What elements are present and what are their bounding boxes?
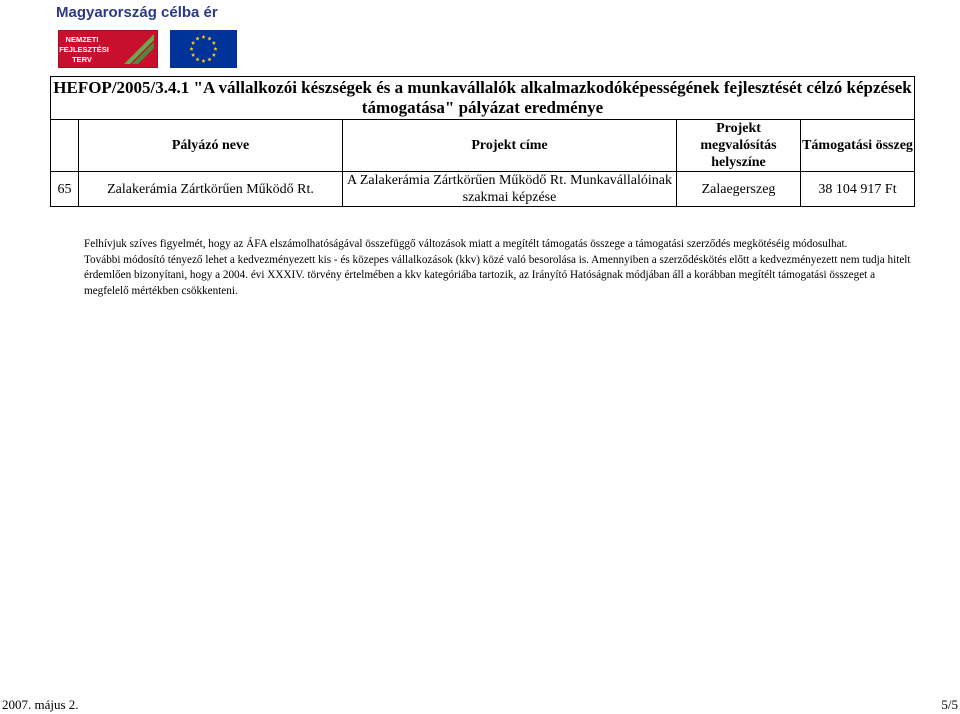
- svg-text:FEJLESZTÉSI: FEJLESZTÉSI: [59, 45, 109, 54]
- cell-num: 65: [51, 172, 79, 207]
- cell-location: Zalaegerszeg: [677, 172, 801, 207]
- eu-flag-icon: [170, 30, 237, 68]
- col-header-num: [51, 120, 79, 172]
- table-title-line1: HEFOP/2005/3.4.1 "A vállalkozói készségek és a munkavállalók alkalmazkodóképességének fejlesztését célzó képzések: [53, 78, 912, 97]
- col-header-amount: Támogatási összeg: [801, 120, 915, 172]
- header-logo: [56, 0, 256, 70]
- notice: [84, 237, 914, 299]
- table-title-line2: támogatása" pályázat eredménye: [361, 98, 604, 117]
- notice-paragraph-2: További módosító tényező lehet a kedvezményezett kis - és közepes vállalkozások (kkv) közé való besorolása is. Amennyiben a szerződéskötés előtt a kedvezményezett nem tudja hitelt érdemlően bizonyítani, hogy a 2004. évi XXXIV. törvény értelmében a kkv kategóriába tartozik, az Irányító Hatóságnak módjában áll a korábban megítélt támogatási összeget a megfelelő mértékben csökkenteni.: [84, 253, 911, 297]
- table-header-row: [51, 120, 915, 172]
- svg-text:NEMZETI: NEMZETI: [65, 35, 99, 44]
- footer-page-number: 5/5: [941, 697, 958, 712]
- svg-text:TERV: TERV: [72, 55, 92, 64]
- table-row: [51, 172, 915, 207]
- col-header-location: Projekt megvalósítás helyszíne: [677, 120, 801, 172]
- cell-amount: 38 104 917 Ft: [801, 172, 915, 207]
- notice-paragraph-1: Felhívjuk szíves figyelmét, hogy az ÁFA elszámolhatóságával összefüggő változások miatt a megítélt támogatás összege a támogatási szerződés megkötéséig módosulhat.: [84, 238, 848, 250]
- nft-logo-icon: [58, 30, 158, 68]
- brand-text: Magyarország célba ér: [56, 4, 218, 21]
- cell-applicant: Zalakerámia Zártkörűen Működő Rt.: [79, 172, 343, 207]
- cell-project: A Zalakerámia Zártkörűen Működő Rt. Munkavállalóinak szakmai képzése: [343, 172, 677, 207]
- col-header-project: Projekt címe: [343, 120, 677, 172]
- results-table: [50, 76, 915, 207]
- col-header-applicant: Pályázó neve: [79, 120, 343, 172]
- footer-date: 2007. május 2.: [2, 697, 79, 712]
- table-title: [51, 77, 915, 120]
